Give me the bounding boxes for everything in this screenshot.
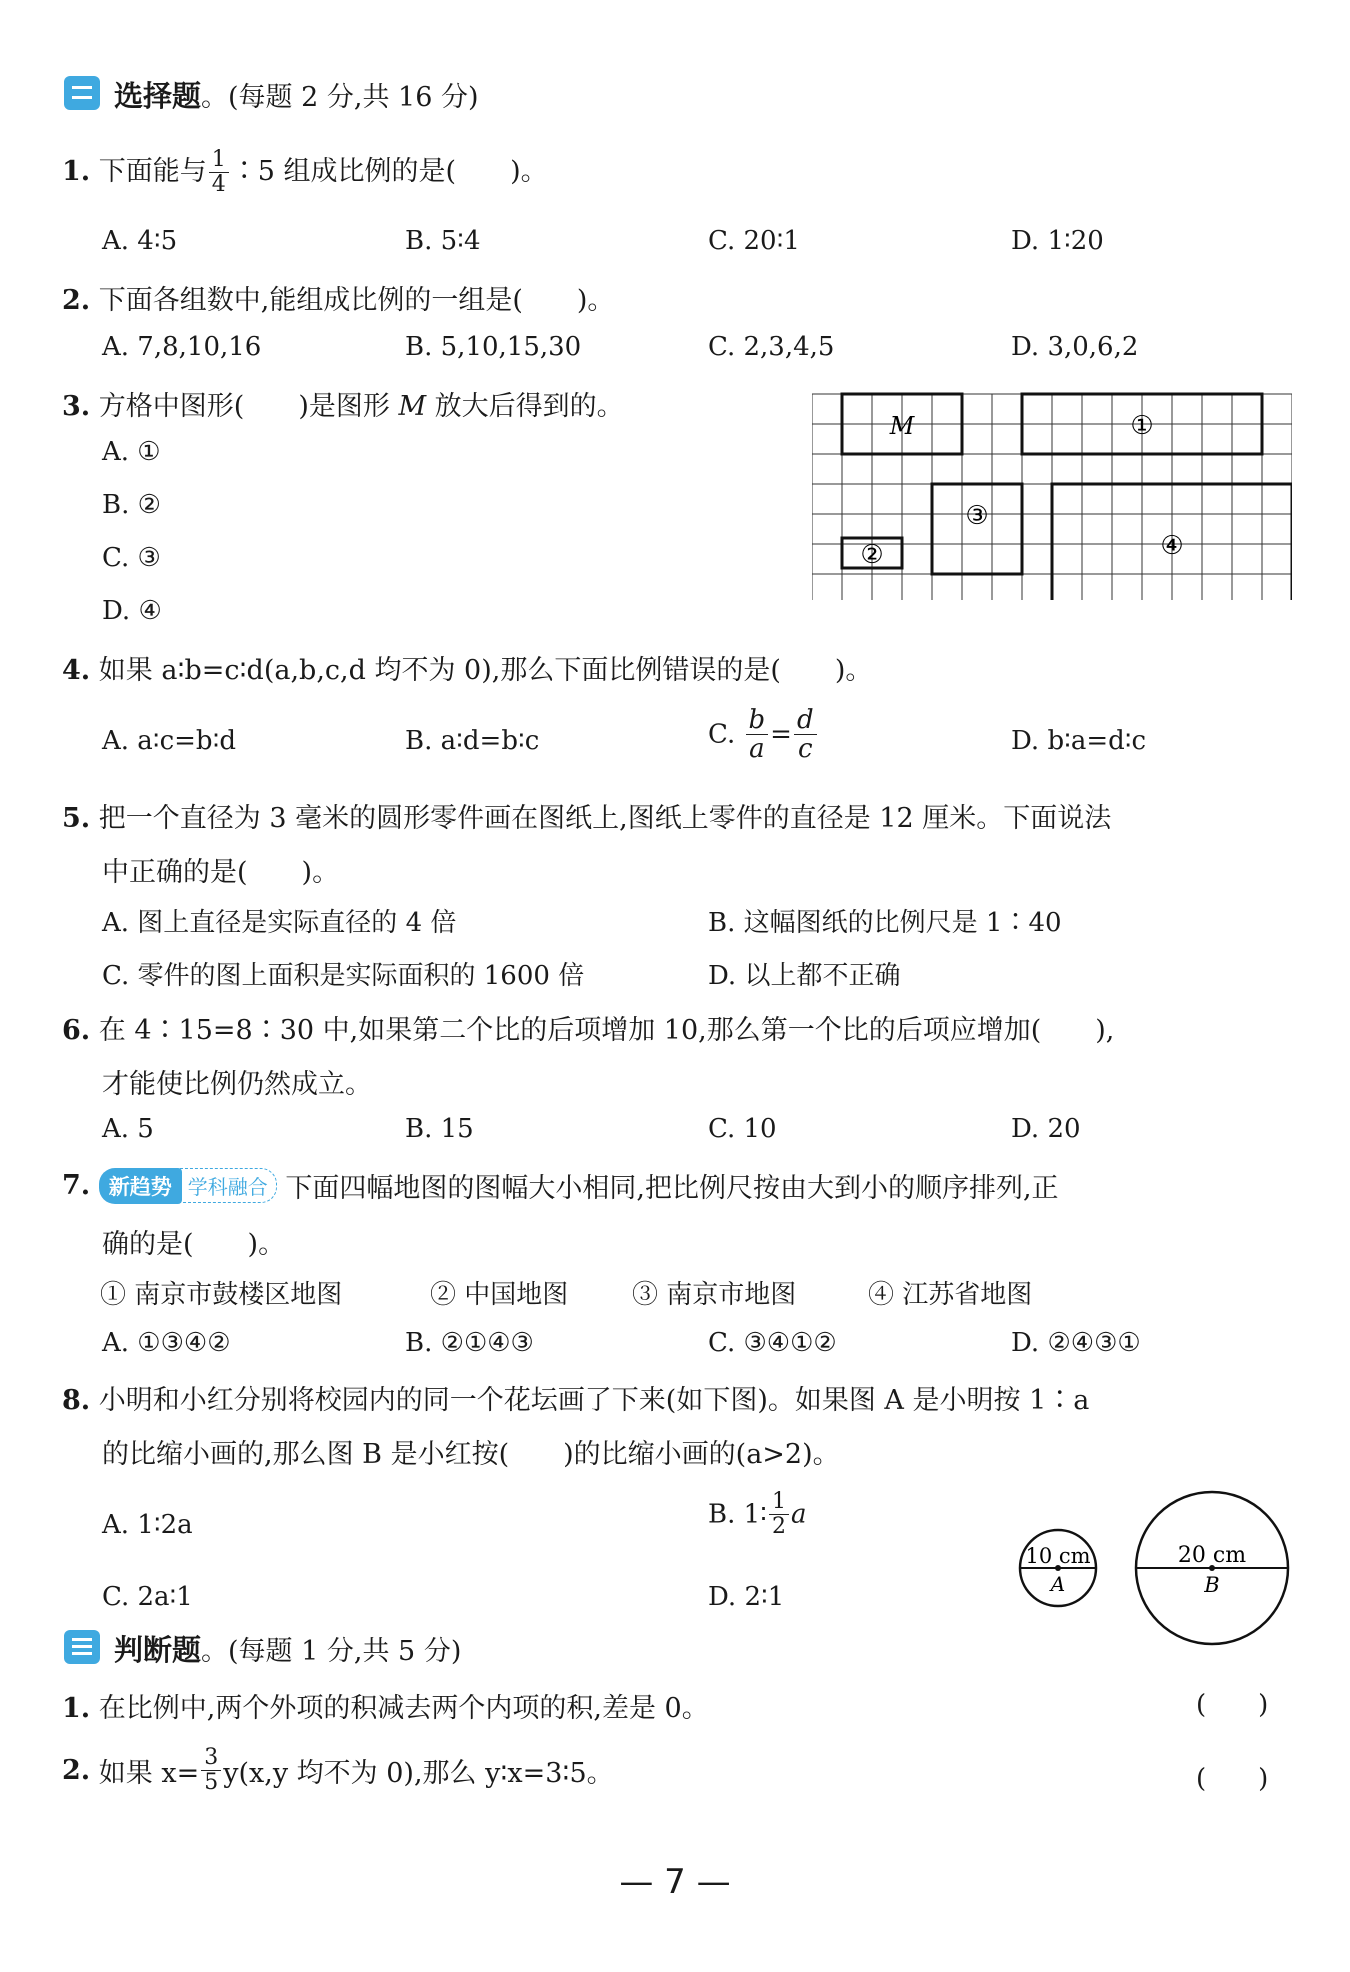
question-7-line2: 确的是( )。: [102, 1229, 286, 1260]
label-4: ④: [1160, 531, 1184, 561]
trend-badge: 新趋势 学科融合: [99, 1168, 277, 1204]
q7-option-b[interactable]: B. ②①④③: [405, 1328, 534, 1358]
q4-option-c[interactable]: C. $\frac{b}{a}$ = $\frac{d}{c}$: [708, 706, 819, 763]
q6-option-c[interactable]: C. 10: [708, 1114, 777, 1144]
map-item-2: ② 中国地图: [430, 1280, 569, 1310]
fraction: $\frac{1}{4}$: [209, 148, 229, 197]
question-5: 5. 把一个直径为 3 毫米的圆形零件画在图纸上,图纸上零件的直径是 12 厘米。下面说法: [62, 803, 1112, 834]
judge-1: 1. 在比例中,两个外项的积减去两个内项的积,差是 0。: [62, 1693, 709, 1724]
q2-option-d[interactable]: D. 3,0,6,2: [1011, 332, 1139, 362]
q5-option-c[interactable]: C. 零件的图上面积是实际面积的 1600 倍: [102, 961, 585, 991]
label-3: ③: [965, 501, 989, 531]
q8-option-d[interactable]: D. 2∶1: [708, 1582, 785, 1612]
map-item-3: ③ 南京市地图: [632, 1280, 797, 1310]
q2-option-a[interactable]: A. 7,8,10,16: [102, 332, 262, 362]
q7-option-a[interactable]: A. ①③④②: [102, 1328, 231, 1358]
question-7: 7. 新趋势 学科融合 下面四幅地图的图幅大小相同,把比例尺按由大到小的顺序排列,正: [62, 1166, 1059, 1205]
q4-option-b[interactable]: B. a∶d=b∶c: [405, 726, 540, 756]
q5-option-d[interactable]: D. 以上都不正确: [708, 961, 901, 991]
section-three-icon: [64, 1630, 100, 1664]
q7-option-c[interactable]: C. ③④①②: [708, 1328, 837, 1358]
q3-option-b[interactable]: B. ②: [102, 490, 161, 520]
q8-circles-figure: [1012, 1482, 1302, 1652]
circle-b-diameter: 20 cm: [1177, 1543, 1247, 1568]
q1-option-d[interactable]: D. 1∶20: [1011, 226, 1104, 256]
q3-grid-figure: [812, 388, 1292, 600]
circle-b-name: B: [1204, 1573, 1220, 1597]
question-6-line2: 才能使比例仍然成立。: [102, 1069, 372, 1100]
question-4: 4. 如果 a∶b=c∶d(a,b,c,d 均不为 0),那么下面比例错误的是( )。: [62, 655, 873, 686]
map-item-4: ④ 江苏省地图: [868, 1280, 1033, 1310]
q8-option-a[interactable]: A. 1∶2a: [102, 1510, 193, 1540]
map-item-1: ① 南京市鼓楼区地图: [100, 1280, 343, 1310]
page-number: — 7 —: [619, 1862, 731, 1902]
label-1: ①: [1130, 411, 1154, 441]
q8-option-c[interactable]: C. 2a∶1: [102, 1582, 193, 1612]
q4-option-a[interactable]: A. a∶c=b∶d: [102, 726, 236, 756]
q3-option-c[interactable]: C. ③: [102, 543, 161, 573]
q7-option-d[interactable]: D. ②④③①: [1011, 1328, 1141, 1358]
question-8-line2: 的比缩小画的,那么图 B 是小红按( )的比缩小画的(a>2)。: [102, 1439, 840, 1470]
section-two-note: 。(每题 2 分,共 16 分): [201, 82, 479, 113]
q1-option-c[interactable]: C. 20∶1: [708, 226, 800, 256]
question-3: 3. 方格中图形( )是图形 M 放大后得到的。: [62, 391, 624, 422]
section-two-title: 选择题: [114, 79, 202, 113]
section-three-note: 。(每题 1 分,共 5 分): [201, 1636, 462, 1667]
q1-option-b[interactable]: B. 5∶4: [405, 226, 481, 256]
q2-option-c[interactable]: C. 2,3,4,5: [708, 332, 835, 362]
q1-option-a[interactable]: A. 4∶5: [102, 226, 178, 256]
q5-option-b[interactable]: B. 这幅图纸的比例尺是 1∶40: [708, 908, 1062, 938]
q8-option-b[interactable]: B. 1∶ $\frac{1}{2}$ a: [708, 1489, 807, 1539]
q5-option-a[interactable]: A. 图上直径是实际直径的 4 倍: [102, 908, 457, 938]
q2-option-b[interactable]: B. 5,10,15,30: [405, 332, 582, 362]
q4-option-d[interactable]: D. b∶a=d∶c: [1011, 726, 1147, 756]
circle-a-name: A: [1050, 1572, 1066, 1596]
q6-option-b[interactable]: B. 15: [405, 1114, 474, 1144]
judge-2-answer-box[interactable]: ( ): [1196, 1764, 1269, 1794]
q6-option-d[interactable]: D. 20: [1011, 1114, 1081, 1144]
judge-2: 2. 如果 x= $\frac{3}{5}$ y(x,y 均不为 0),那么 y∶x=3∶5。: [62, 1745, 614, 1795]
q3-option-d[interactable]: D. ④: [102, 596, 162, 626]
q3-option-a[interactable]: A. ①: [102, 437, 161, 467]
circle-a-diameter: 10 cm: [1025, 1544, 1091, 1568]
question-2: 2. 下面各组数中,能组成比例的一组是( )。: [62, 285, 615, 316]
q6-option-a[interactable]: A. 5: [102, 1114, 154, 1144]
section-two-icon: [64, 76, 100, 110]
judge-1-answer-box[interactable]: ( ): [1196, 1690, 1269, 1720]
question-6: 6. 在 4∶15=8∶30 中,如果第二个比的后项增加 10,那么第一个比的后项应增加( ),: [62, 1015, 1115, 1046]
question-8: 8. 小明和小红分别将校园内的同一个花坛画了下来(如下图)。如果图 A 是小明按 1∶a: [62, 1385, 1090, 1416]
question-1: 1. 下面能与 $\frac{1}{4}$ ∶5 组成比例的是( )。: [62, 147, 548, 197]
label-2: ②: [860, 540, 884, 570]
section-three-title: 判断题: [114, 1633, 202, 1667]
label-m: M: [889, 412, 915, 440]
question-5-line2: 中正确的是( )。: [102, 857, 340, 888]
